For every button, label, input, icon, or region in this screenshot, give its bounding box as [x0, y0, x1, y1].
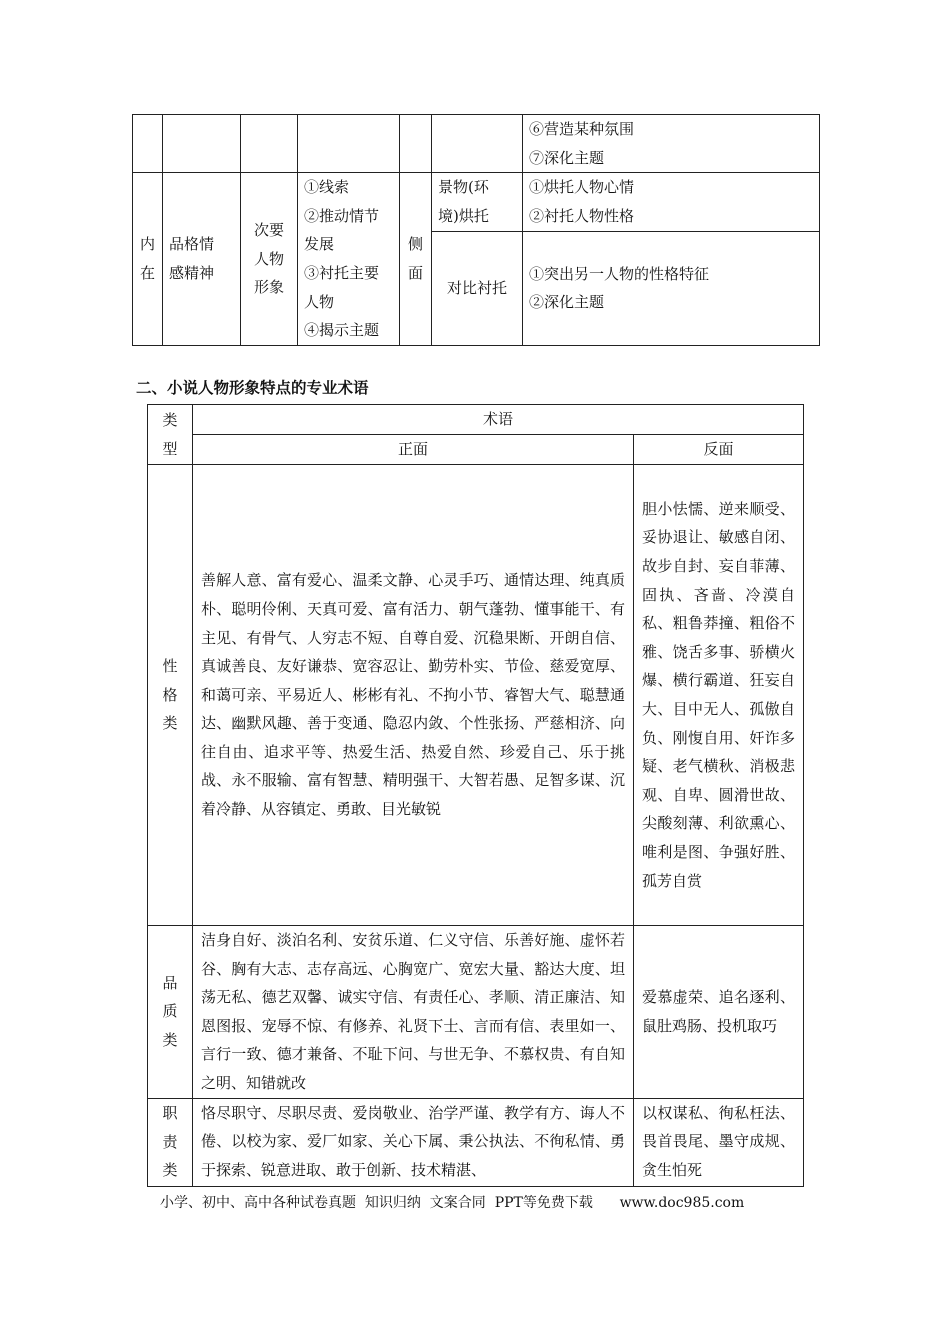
table-row: [133, 173, 820, 232]
table-header-row: [148, 405, 804, 435]
functions-cell: ①线索 ②推动情节 发展 ③衬托主要 人物 ④揭示主题: [298, 173, 400, 346]
technique-cell: 景物(环 境)烘托: [432, 173, 523, 232]
negative-terms: 胆小怯懦、逆来顺受、妥协退让、敏感自闭、故步自封、妄自菲薄、固执、吝啬、冷漠自私、粗鲁莽撞、粗俗不雅、饶舌多事、骄横火爆、横行霸道、狂妄自大、目中无人、孤傲自负、刚愎自用、奸诈多疑、老气横秋、消极悲观、自卑、圆滑世故、尖酸刻薄、利欲熏心、唯利是图、争强好胜、孤芳自赏: [634, 465, 804, 926]
method-cell: 次要 人物 形象: [241, 173, 298, 346]
section-heading: 二、小说人物形象特点的专业术语: [136, 378, 369, 397]
effects-cell: ⑥营造某种氛围 ⑦深化主题: [523, 115, 820, 173]
aspect-cell: 内 在: [133, 173, 163, 346]
table-row: [148, 1098, 804, 1186]
page-footer: 小学、初中、高中各种试卷真题 知识归纳 文案合同 PPT等免费下载 www.doc985.com: [160, 1195, 745, 1211]
positive-terms: 善解人意、富有爱心、温柔文静、心灵手巧、通情达理、纯真质朴、聪明伶俐、天真可爱、富有活力、朝气蓬勃、懂事能干、有主见、有骨气、人穷志不短、自尊自爱、沉稳果断、开朗自信、真诚善良、友好谦恭、宽容忍让、勤劳朴实、节俭、慈爱宽厚、和蔼可亲、平易近人、彬彬有礼、不拘小节、睿智大气、聪慧通达、幽默风趣、善于变通、隐忍内敛、个性张扬、严慈相济、向往自由、追求平等、热爱生活、热爱自然、珍爱自己、乐于挑战、永不服输、富有智慧、精明强干、大智若愚、足智多谋、沉着冷静、从容镇定、勇敢、目光敏锐: [193, 465, 634, 926]
analysis-table: [132, 114, 820, 346]
positive-terms: 恪尽职守、尽职尽责、爱岗敬业、治学严谨、教学有方、诲人不倦、以校为家、爱厂如家、关心下属、秉公执法、不徇私情、勇于探索、锐意进取、敢于创新、技术精湛、: [193, 1098, 634, 1186]
type-cell: 职 责 类: [148, 1098, 193, 1186]
negative-header: 反面: [634, 435, 804, 465]
side-cell: 侧 面: [400, 173, 432, 346]
table-row: [133, 115, 820, 173]
type-cell: 品 质 类: [148, 926, 193, 1099]
negative-terms: 以权谋私、徇私枉法、畏首畏尾、墨守成规、贪生怕死: [634, 1098, 804, 1186]
type-header: 类 型: [148, 405, 193, 465]
table-row: [148, 926, 804, 1099]
table-header-row: [148, 435, 804, 465]
content-cell: 品格情 感精神: [163, 173, 241, 346]
effects-cell: ①烘托人物心情 ②衬托人物性格: [523, 173, 820, 232]
effects-cell: ①突出另一人物的性格特征 ②深化主题: [523, 231, 820, 345]
terms-table: [147, 404, 804, 1187]
positive-header: 正面: [193, 435, 634, 465]
technique-cell: 对比衬托: [432, 231, 523, 345]
table-row: [148, 465, 804, 926]
negative-terms: 爱慕虚荣、追名逐利、鼠肚鸡肠、投机取巧: [634, 926, 804, 1099]
type-cell: 性 格 类: [148, 465, 193, 926]
positive-terms: 洁身自好、淡泊名利、安贫乐道、仁义守信、乐善好施、虚怀若谷、胸有大志、志存高远、心胸宽广、宽宏大量、豁达大度、坦荡无私、德艺双馨、诚实守信、有责任心、孝顺、清正廉洁、知恩图报、宠辱不惊、有修养、礼贤下士、言而有信、表里如一、言行一致、德才兼备、不耻下问、与世无争、不慕权贵、有自知之明、知错就改: [193, 926, 634, 1099]
terms-header: 术语: [193, 405, 804, 435]
